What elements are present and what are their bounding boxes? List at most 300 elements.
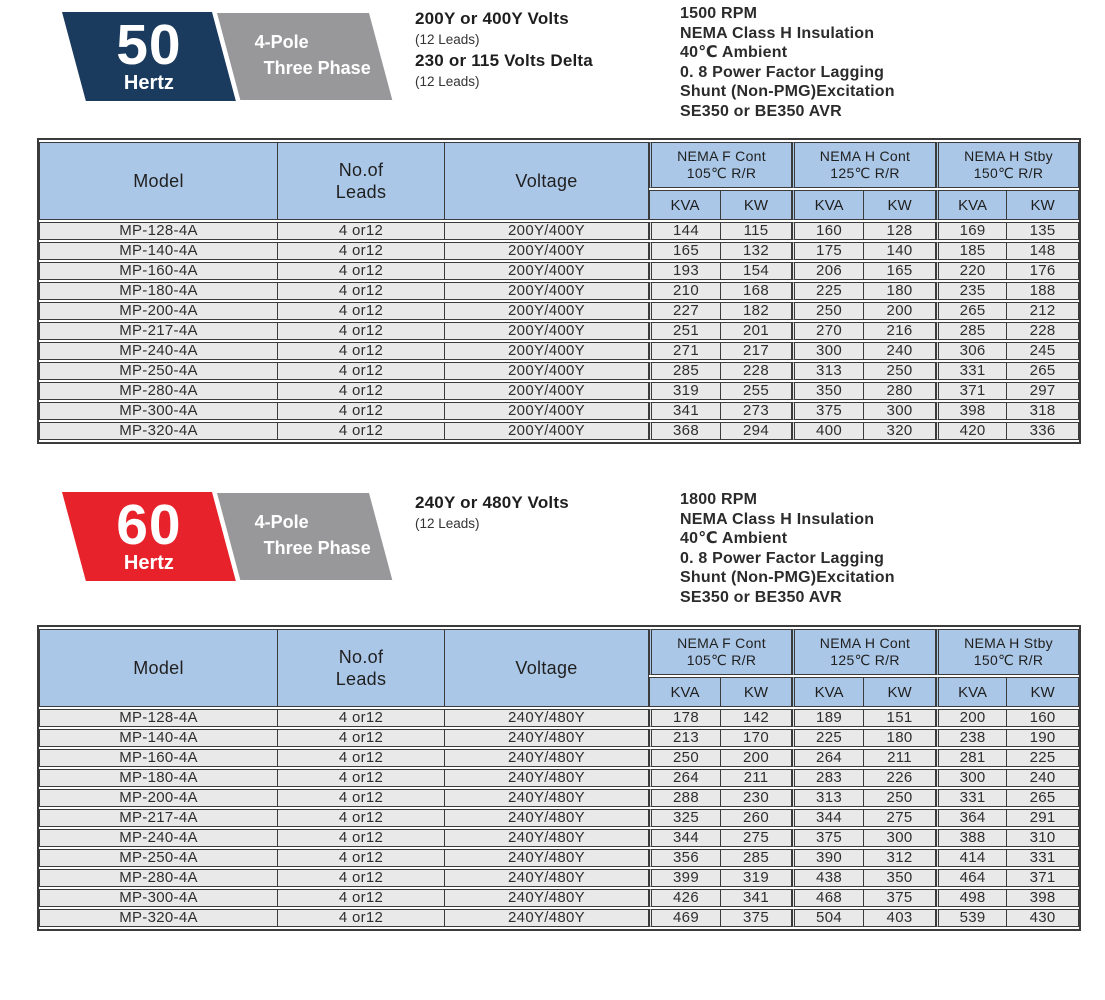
col-header-kva: KVA: [649, 190, 721, 220]
text-cell: 4 or12: [278, 729, 445, 747]
value-cell: 336: [1007, 422, 1079, 440]
text-cell: 200Y/400Y: [445, 342, 649, 360]
phase-label: Three Phase: [263, 538, 371, 558]
voltage-options: [415, 492, 569, 534]
col-header-leads: [278, 142, 445, 220]
model-cell: MP-128-4A: [39, 709, 278, 727]
spec-line: 0. 8 Power Factor Lagging: [680, 549, 885, 567]
text-cell: 4 or12: [278, 849, 445, 867]
value-cell: 185: [936, 242, 1007, 260]
value-cell: 504: [792, 909, 864, 927]
text-cell: 4 or12: [278, 322, 445, 340]
value-cell: 180: [864, 729, 936, 747]
col-header-kva: KVA: [936, 677, 1007, 707]
value-cell: 283: [792, 769, 864, 787]
col-header-model: Model: [39, 142, 278, 220]
value-cell: 264: [792, 749, 864, 767]
value-cell: 300: [864, 829, 936, 847]
text-cell: 4 or12: [278, 829, 445, 847]
group-title: NEMA F Cont: [677, 635, 766, 651]
value-cell: 260: [721, 809, 792, 827]
text-cell: 240Y/480Y: [445, 809, 649, 827]
table-row: [39, 342, 1079, 360]
value-cell: 273: [721, 402, 792, 420]
value-cell: 189: [792, 709, 864, 727]
value-cell: 226: [864, 769, 936, 787]
value-cell: 291: [1007, 809, 1079, 827]
value-cell: 294: [721, 422, 792, 440]
frequency-value: 50: [116, 13, 182, 77]
value-cell: 375: [864, 889, 936, 907]
voltage-line: (12 Leads): [415, 74, 480, 89]
model-cell: MP-180-4A: [39, 282, 278, 300]
ratings-table-60hz: [37, 625, 1081, 931]
model-cell: MP-300-4A: [39, 402, 278, 420]
value-cell: 364: [936, 809, 1007, 827]
frequency-parallelogram: [62, 12, 236, 101]
group-header-nema-f-cont: [649, 629, 792, 675]
table-row: [39, 729, 1079, 747]
value-cell: 281: [936, 749, 1007, 767]
value-cell: 265: [1007, 789, 1079, 807]
value-cell: 368: [649, 422, 721, 440]
frequency-value: 60: [116, 493, 182, 557]
pole-label: 4-Pole: [254, 512, 309, 532]
text-cell: 4 or12: [278, 709, 445, 727]
group-title: NEMA H Stby: [964, 148, 1053, 164]
text-cell: 4 or12: [278, 242, 445, 260]
pole-label: 4-Pole: [254, 32, 309, 52]
group-subtitle: 125℃ R/R: [830, 652, 900, 668]
group-title: NEMA F Cont: [677, 148, 766, 164]
value-cell: 375: [792, 829, 864, 847]
spec-line: SE350 or BE350 AVR: [680, 102, 842, 120]
table-row: [39, 829, 1079, 847]
value-cell: 225: [792, 282, 864, 300]
model-cell: MP-320-4A: [39, 909, 278, 927]
text-cell: 200Y/400Y: [445, 282, 649, 300]
voltage-line: 200Y or 400Y Volts: [415, 9, 569, 28]
text-cell: 4 or12: [278, 302, 445, 320]
spec-line: 40℃ Ambient: [680, 44, 788, 61]
value-cell: 270: [792, 322, 864, 340]
value-cell: 148: [1007, 242, 1079, 260]
model-cell: MP-128-4A: [39, 222, 278, 240]
value-cell: 344: [649, 829, 721, 847]
voltage-line: 230 or 115 Volts Delta: [415, 51, 593, 70]
value-cell: 250: [649, 749, 721, 767]
ratings-table-50hz: [37, 138, 1081, 444]
table-row: [39, 869, 1079, 887]
value-cell: 115: [721, 222, 792, 240]
value-cell: 344: [792, 809, 864, 827]
value-cell: 331: [936, 362, 1007, 380]
text-cell: 200Y/400Y: [445, 362, 649, 380]
model-cell: MP-240-4A: [39, 829, 278, 847]
section-60hz-header: [37, 490, 1077, 625]
value-cell: 227: [649, 302, 721, 320]
model-cell: MP-217-4A: [39, 322, 278, 340]
spec-line: NEMA Class H Insulation: [680, 510, 875, 528]
text-cell: 200Y/400Y: [445, 382, 649, 400]
text-cell: 240Y/480Y: [445, 889, 649, 907]
value-cell: 193: [649, 262, 721, 280]
text-cell: 4 or12: [278, 909, 445, 927]
text-cell: 4 or12: [278, 809, 445, 827]
col-header-kva: KVA: [936, 190, 1007, 220]
table-row: [39, 789, 1079, 807]
text-cell: 200Y/400Y: [445, 262, 649, 280]
spec-line: 1500 RPM: [680, 5, 758, 22]
value-cell: 200: [864, 302, 936, 320]
value-cell: 201: [721, 322, 792, 340]
model-cell: MP-217-4A: [39, 809, 278, 827]
value-cell: 350: [864, 869, 936, 887]
value-cell: 371: [936, 382, 1007, 400]
value-cell: 319: [649, 382, 721, 400]
value-cell: 300: [936, 769, 1007, 787]
value-cell: 320: [864, 422, 936, 440]
value-cell: 200: [721, 749, 792, 767]
col-header-kva: KVA: [649, 677, 721, 707]
col-header-kva: KVA: [792, 190, 864, 220]
text-cell: 4 or12: [278, 889, 445, 907]
value-cell: 426: [649, 889, 721, 907]
table-row: [39, 322, 1079, 340]
value-cell: 225: [792, 729, 864, 747]
voltage-line: 240Y or 480Y Volts: [415, 493, 569, 512]
table-row: [39, 749, 1079, 767]
frequency-unit: Hertz: [123, 552, 174, 574]
group-header-nema-h-cont: [792, 142, 936, 188]
value-cell: 265: [1007, 362, 1079, 380]
table-row: [39, 222, 1079, 240]
value-cell: 144: [649, 222, 721, 240]
table-row: [39, 282, 1079, 300]
table-row: [39, 302, 1079, 320]
spec-line: 1800 RPM: [680, 491, 758, 508]
value-cell: 414: [936, 849, 1007, 867]
text-cell: 200Y/400Y: [445, 242, 649, 260]
spec-line: Shunt (Non-PMG)Excitation: [680, 83, 895, 100]
value-cell: 245: [1007, 342, 1079, 360]
group-title: NEMA H Cont: [819, 635, 911, 651]
spec-line: 0. 8 Power Factor Lagging: [680, 63, 885, 81]
table-row: [39, 362, 1079, 380]
col-header-leads: [278, 629, 445, 707]
value-cell: 238: [936, 729, 1007, 747]
value-cell: 341: [721, 889, 792, 907]
group-header-nema-h-cont: [792, 629, 936, 675]
value-cell: 250: [864, 789, 936, 807]
value-cell: 288: [649, 789, 721, 807]
text-cell: 4 or12: [278, 789, 445, 807]
spec-line: Shunt (Non-PMG)Excitation: [680, 569, 895, 586]
frequency-badge-60: [62, 492, 402, 584]
table-row: [39, 242, 1079, 260]
leads-line1: No.of: [338, 647, 384, 667]
model-cell: MP-140-4A: [39, 729, 278, 747]
value-cell: 319: [721, 869, 792, 887]
spec-line: NEMA Class H Insulation: [680, 24, 875, 42]
value-cell: 313: [792, 789, 864, 807]
section-60hz: [37, 490, 1077, 931]
value-cell: 438: [792, 869, 864, 887]
text-cell: 240Y/480Y: [445, 849, 649, 867]
value-cell: 160: [792, 222, 864, 240]
value-cell: 375: [792, 402, 864, 420]
group-subtitle: 125℃ R/R: [830, 165, 900, 181]
pole-parallelogram: [217, 13, 392, 100]
col-header-kw: KW: [721, 677, 792, 707]
table-row: [39, 889, 1079, 907]
value-cell: 341: [649, 402, 721, 420]
table-row: [39, 809, 1079, 827]
value-cell: 469: [649, 909, 721, 927]
value-cell: 297: [1007, 382, 1079, 400]
text-cell: 200Y/400Y: [445, 322, 649, 340]
leads-line2: Leads: [335, 182, 387, 202]
model-cell: MP-160-4A: [39, 262, 278, 280]
value-cell: 188: [1007, 282, 1079, 300]
value-cell: 464: [936, 869, 1007, 887]
model-cell: MP-250-4A: [39, 362, 278, 380]
text-cell: 240Y/480Y: [445, 709, 649, 727]
value-cell: 399: [649, 869, 721, 887]
value-cell: 264: [649, 769, 721, 787]
model-cell: MP-160-4A: [39, 749, 278, 767]
value-cell: 240: [1007, 769, 1079, 787]
section-50hz-header: [37, 0, 1077, 138]
value-cell: 400: [792, 422, 864, 440]
model-cell: MP-320-4A: [39, 422, 278, 440]
col-header-voltage: Voltage: [445, 142, 649, 220]
value-cell: 300: [792, 342, 864, 360]
group-subtitle: 150℃ R/R: [973, 165, 1044, 181]
value-cell: 398: [936, 402, 1007, 420]
value-cell: 169: [936, 222, 1007, 240]
value-cell: 398: [1007, 889, 1079, 907]
value-cell: 388: [936, 829, 1007, 847]
value-cell: 175: [792, 242, 864, 260]
text-cell: 240Y/480Y: [445, 789, 649, 807]
value-cell: 178: [649, 709, 721, 727]
value-cell: 190: [1007, 729, 1079, 747]
text-cell: 4 or12: [278, 769, 445, 787]
value-cell: 225: [1007, 749, 1079, 767]
model-cell: MP-140-4A: [39, 242, 278, 260]
spec-list: [680, 4, 895, 121]
value-cell: 390: [792, 849, 864, 867]
text-cell: 4 or12: [278, 342, 445, 360]
value-cell: 325: [649, 809, 721, 827]
value-cell: 228: [1007, 322, 1079, 340]
value-cell: 210: [649, 282, 721, 300]
frequency-badge-50: [62, 12, 402, 104]
text-cell: 4 or12: [278, 282, 445, 300]
value-cell: 539: [936, 909, 1007, 927]
value-cell: 212: [1007, 302, 1079, 320]
phase-label: Three Phase: [263, 58, 371, 78]
value-cell: 403: [864, 909, 936, 927]
value-cell: 182: [721, 302, 792, 320]
value-cell: 132: [721, 242, 792, 260]
col-header-kw: KW: [1007, 190, 1079, 220]
value-cell: 356: [649, 849, 721, 867]
value-cell: 168: [721, 282, 792, 300]
value-cell: 331: [936, 789, 1007, 807]
leads-line2: Leads: [335, 669, 387, 689]
text-cell: 200Y/400Y: [445, 222, 649, 240]
text-cell: 4 or12: [278, 749, 445, 767]
value-cell: 176: [1007, 262, 1079, 280]
value-cell: 213: [649, 729, 721, 747]
table-row: [39, 402, 1079, 420]
value-cell: 165: [649, 242, 721, 260]
value-cell: 230: [721, 789, 792, 807]
col-header-kw: KW: [864, 190, 936, 220]
col-header-kw: KW: [721, 190, 792, 220]
value-cell: 280: [864, 382, 936, 400]
voltage-line: (12 Leads): [415, 516, 480, 531]
group-header-nema-h-stby: [936, 629, 1079, 675]
leads-line1: No.of: [338, 160, 384, 180]
model-cell: MP-250-4A: [39, 849, 278, 867]
value-cell: 235: [936, 282, 1007, 300]
value-cell: 285: [936, 322, 1007, 340]
value-cell: 135: [1007, 222, 1079, 240]
model-cell: MP-300-4A: [39, 889, 278, 907]
model-cell: MP-240-4A: [39, 342, 278, 360]
group-title: NEMA H Stby: [964, 635, 1053, 651]
value-cell: 250: [864, 362, 936, 380]
value-cell: 275: [864, 809, 936, 827]
value-cell: 250: [792, 302, 864, 320]
value-cell: 375: [721, 909, 792, 927]
voltage-options: [415, 8, 593, 92]
value-cell: 420: [936, 422, 1007, 440]
col-header-kw: KW: [1007, 677, 1079, 707]
value-cell: 206: [792, 262, 864, 280]
value-cell: 200: [936, 709, 1007, 727]
value-cell: 170: [721, 729, 792, 747]
text-cell: 4 or12: [278, 362, 445, 380]
table-row: [39, 422, 1079, 440]
value-cell: 128: [864, 222, 936, 240]
value-cell: 310: [1007, 829, 1079, 847]
value-cell: 468: [792, 889, 864, 907]
text-cell: 4 or12: [278, 402, 445, 420]
model-cell: MP-200-4A: [39, 302, 278, 320]
value-cell: 371: [1007, 869, 1079, 887]
text-cell: 240Y/480Y: [445, 829, 649, 847]
group-subtitle: 150℃ R/R: [973, 652, 1044, 668]
frequency-parallelogram: [62, 492, 236, 581]
spec-line: SE350 or BE350 AVR: [680, 588, 842, 606]
value-cell: 498: [936, 889, 1007, 907]
value-cell: 312: [864, 849, 936, 867]
table-row: [39, 709, 1079, 727]
value-cell: 350: [792, 382, 864, 400]
value-cell: 154: [721, 262, 792, 280]
value-cell: 255: [721, 382, 792, 400]
value-cell: 216: [864, 322, 936, 340]
value-cell: 211: [864, 749, 936, 767]
text-cell: 200Y/400Y: [445, 302, 649, 320]
text-cell: 4 or12: [278, 422, 445, 440]
group-subtitle: 105℃ R/R: [686, 165, 757, 181]
voltage-line: (12 Leads): [415, 32, 480, 47]
value-cell: 165: [864, 262, 936, 280]
text-cell: 240Y/480Y: [445, 869, 649, 887]
col-header-voltage: Voltage: [445, 629, 649, 707]
model-cell: MP-200-4A: [39, 789, 278, 807]
value-cell: 265: [936, 302, 1007, 320]
group-subtitle: 105℃ R/R: [686, 652, 757, 668]
value-cell: 331: [1007, 849, 1079, 867]
value-cell: 240: [864, 342, 936, 360]
model-cell: MP-280-4A: [39, 382, 278, 400]
text-cell: 4 or12: [278, 869, 445, 887]
value-cell: 140: [864, 242, 936, 260]
pole-parallelogram: [217, 493, 392, 580]
text-cell: 200Y/400Y: [445, 422, 649, 440]
value-cell: 271: [649, 342, 721, 360]
value-cell: 430: [1007, 909, 1079, 927]
table-row: [39, 849, 1079, 867]
section-50hz: [37, 0, 1077, 444]
value-cell: 306: [936, 342, 1007, 360]
model-cell: MP-180-4A: [39, 769, 278, 787]
value-cell: 251: [649, 322, 721, 340]
value-cell: 217: [721, 342, 792, 360]
value-cell: 160: [1007, 709, 1079, 727]
group-header-nema-f-cont: [649, 142, 792, 188]
col-header-kw: KW: [864, 677, 936, 707]
value-cell: 275: [721, 829, 792, 847]
text-cell: 240Y/480Y: [445, 909, 649, 927]
value-cell: 313: [792, 362, 864, 380]
value-cell: 285: [649, 362, 721, 380]
text-cell: 4 or12: [278, 262, 445, 280]
value-cell: 151: [864, 709, 936, 727]
text-cell: 4 or12: [278, 222, 445, 240]
group-header-nema-h-stby: [936, 142, 1079, 188]
table-row: [39, 262, 1079, 280]
value-cell: 211: [721, 769, 792, 787]
group-title: NEMA H Cont: [819, 148, 911, 164]
value-cell: 220: [936, 262, 1007, 280]
spec-line: 40℃ Ambient: [680, 530, 788, 547]
text-cell: 240Y/480Y: [445, 749, 649, 767]
value-cell: 142: [721, 709, 792, 727]
value-cell: 228: [721, 362, 792, 380]
text-cell: 240Y/480Y: [445, 729, 649, 747]
table-row: [39, 769, 1079, 787]
value-cell: 180: [864, 282, 936, 300]
model-cell: MP-280-4A: [39, 869, 278, 887]
value-cell: 318: [1007, 402, 1079, 420]
col-header-kva: KVA: [792, 677, 864, 707]
value-cell: 285: [721, 849, 792, 867]
frequency-unit: Hertz: [123, 72, 174, 94]
table-row: [39, 382, 1079, 400]
spec-list: [680, 490, 895, 607]
text-cell: 240Y/480Y: [445, 769, 649, 787]
col-header-model: Model: [39, 629, 278, 707]
table-row: [39, 909, 1079, 927]
text-cell: 4 or12: [278, 382, 445, 400]
